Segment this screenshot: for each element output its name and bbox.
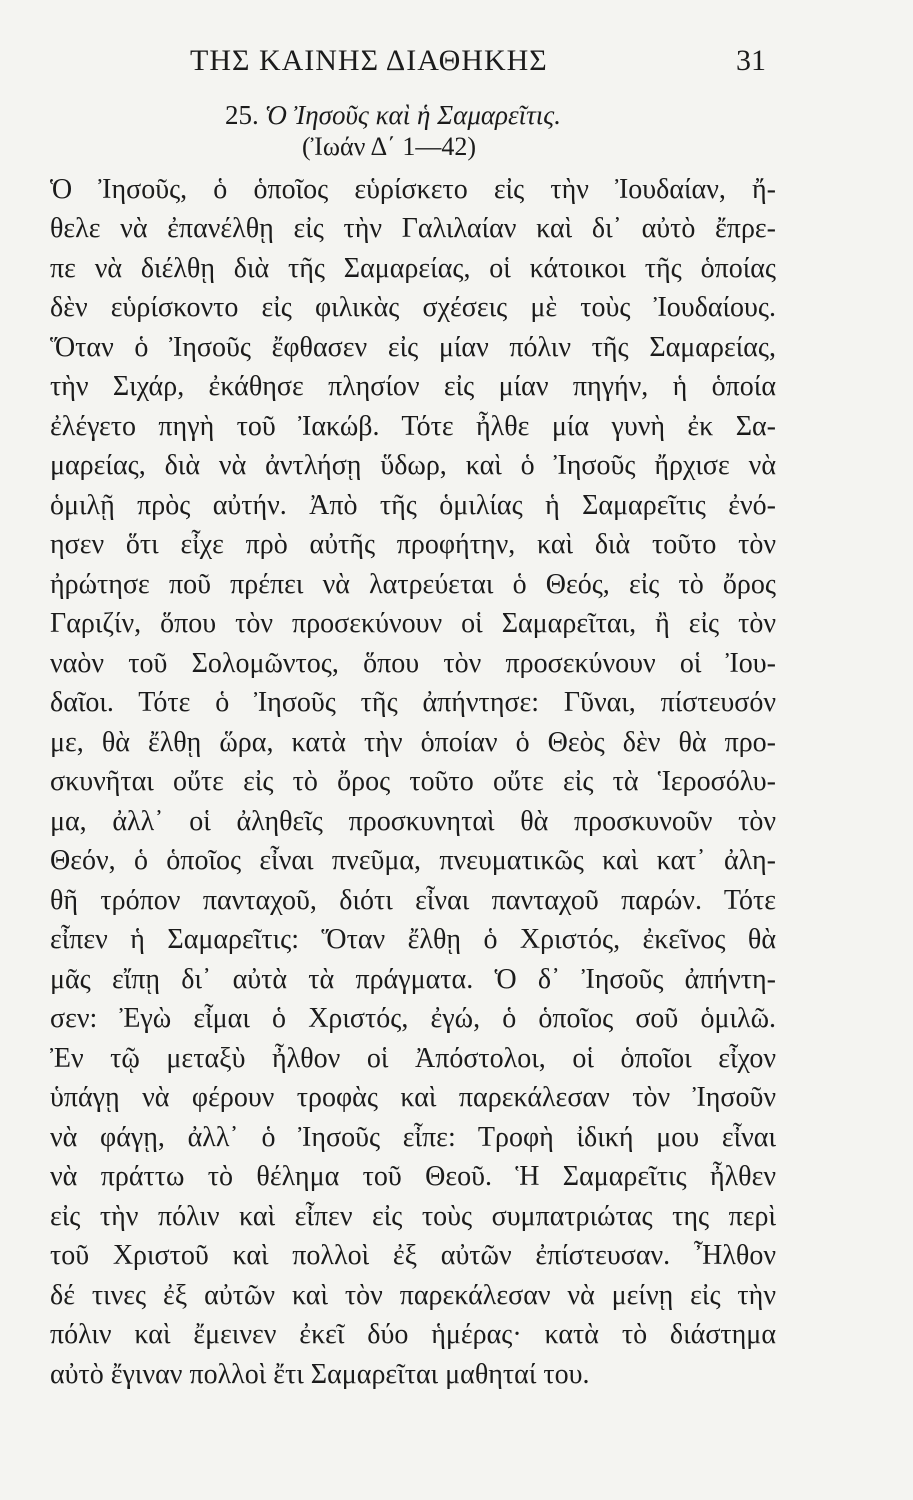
section-heading (225, 100, 561, 131)
text-line: δὲν εὑρίσκοντο εἰς φιλικὰς σχέσεις μὲ τοὺς Ἰουδαίους. (50, 292, 776, 323)
text-line: δέ τινες ἐξ αὐτῶν καὶ τὸν παρεκάλεσαν νὰ μείνῃ εἰς τὴν (50, 1280, 776, 1311)
text-line: ησεν ὅτι εἶχε πρὸ αὐτῆς προφήτην, καὶ διὰ τοῦτο τὸν (50, 529, 776, 560)
scripture-reference: (Ἰωάν Δ΄ 1—42) (302, 132, 476, 161)
page-number: 31 (736, 44, 766, 77)
text-line: μᾶς εἴπῃ δι᾽ αὐτὰ τὰ πράγματα. Ὁ δ᾽ Ἰησοῦς ἀπήντη- (50, 964, 776, 995)
text-line: Ὁ Ἰησοῦς, ὁ ὁποῖος εὑρίσκετο εἰς τὴν Ἰουδαίαν, ἤ- (50, 174, 776, 205)
text-line: ναὸν τοῦ Σολομῶντος, ὅπου τὸν προσεκύνουν οἱ Ἰου- (50, 648, 776, 679)
text-line: Θεόν, ὁ ὁποῖος εἶναι πνεῦμα, πνευματικῶς καὶ κατ᾽ ἀλη- (50, 845, 776, 876)
text-line: νὰ φάγῃ, ἀλλ᾽ ὁ Ἰησοῦς εἶπε: Τροφὴ ἰδική μου εἶναι (50, 1122, 776, 1153)
text-line: νὰ πράττω τὸ θέλημα τοῦ Θεοῦ. Ἡ Σαμαρεῖτις ἦλθεν (50, 1161, 776, 1192)
text-line: θῆ τρόπον πανταχοῦ, διότι εἶναι πανταχοῦ παρών. Τότε (50, 885, 776, 916)
text-line: πόλιν καὶ ἔμεινεν ἐκεῖ δύο ἡμέρας· κατὰ τὸ διάστημα (50, 1319, 776, 1350)
running-head: ΤΗΣ ΚΑΙΝΗΣ ΔΙΑΘΗΚΗΣ (190, 44, 548, 77)
text-line: Ἐν τῷ μεταξὺ ἦλθον οἱ Ἀπόστολοι, οἱ ὁποῖοι εἶχον (50, 1043, 776, 1074)
text-line: Γαριζίν, ὅπου τὸν προσεκύνουν οἱ Σαμαρεῖται, ἢ εἰς τὸν (50, 608, 776, 639)
text-line: μα, ἀλλ᾽ οἱ ἀληθεῖς προσκυνηταὶ θὰ προσκυνοῦν τὸν (50, 806, 776, 837)
text-line: αὐτὸ ἔγιναν πολλοὶ ἔτι Σαμαρεῖται μαθηταί του. (50, 1359, 590, 1390)
text-line: δαῖοι. Τότε ὁ Ἰησοῦς τῆς ἀπήντησε: Γῦναι, πίστευσόν (50, 687, 776, 718)
text-line: σεν: Ἐγὼ εἶμαι ὁ Χριστός, ἐγώ, ὁ ὁποῖος σοῦ ὁμιλῶ. (50, 1003, 776, 1034)
section-number: 25. (225, 100, 259, 130)
text-line: με, θὰ ἔλθῃ ὥρα, κατὰ τὴν ὁποίαν ὁ Θεὸς δὲν θὰ προ- (50, 727, 776, 758)
text-line: πε νὰ διέλθῃ διὰ τῆς Σαμαρείας, οἱ κάτοικοι τῆς ὁποίας (50, 253, 776, 284)
text-line: ὑπάγῃ νὰ φέρουν τροφὰς καὶ παρεκάλεσαν τὸν Ἰησοῦν (50, 1082, 776, 1113)
text-line: Ὅταν ὁ Ἰησοῦς ἔφθασεν εἰς μίαν πόλιν τῆς Σαμαρείας, (50, 332, 776, 363)
text-line: σκυνῆται οὔτε εἰς τὸ ὄρος τοῦτο οὔτε εἰς τὰ Ἱεροσόλυ- (50, 766, 776, 797)
section-title: Ὁ Ἰησοῦς καὶ ἡ Σαμαρεῖτις. (264, 100, 562, 130)
text-line: μαρείας, διὰ νὰ ἀντλήσῃ ὕδωρ, καὶ ὁ Ἰησοῦς ἤρχισε νὰ (50, 450, 776, 481)
text-line: εἶπεν ἡ Σαμαρεῖτις: Ὅταν ἔλθῃ ὁ Χριστός, ἐκεῖνος θὰ (50, 924, 776, 955)
text-line: τὴν Σιχάρ, ἐκάθησε πλησίον εἰς μίαν πηγήν, ἡ ὁποία (50, 371, 776, 402)
text-line: ὁμιλῇ πρὸς αὐτήν. Ἀπὸ τῆς ὁμιλίας ἡ Σαμαρεῖτις ἐνό- (50, 490, 776, 521)
text-line: θελε νὰ ἐπανέλθῃ εἰς τὴν Γαλιλαίαν καὶ δι᾽ αὐτὸ ἔπρε- (50, 213, 776, 244)
text-line: ἐλέγετο πηγὴ τοῦ Ἰακώβ. Τότε ἦλθε μία γυνὴ ἐκ Σα- (50, 411, 776, 442)
text-line: εἰς τὴν πόλιν καὶ εἶπεν εἰς τοὺς συμπατριώτας της περὶ (50, 1201, 776, 1232)
text-line: ἠρώτησε ποῦ πρέπει νὰ λατρεύεται ὁ Θεός, εἰς τὸ ὄρος (50, 569, 776, 600)
text-line: τοῦ Χριστοῦ καὶ πολλοὶ ἐξ αὐτῶν ἐπίστευσαν. Ἦλθον (50, 1240, 776, 1271)
